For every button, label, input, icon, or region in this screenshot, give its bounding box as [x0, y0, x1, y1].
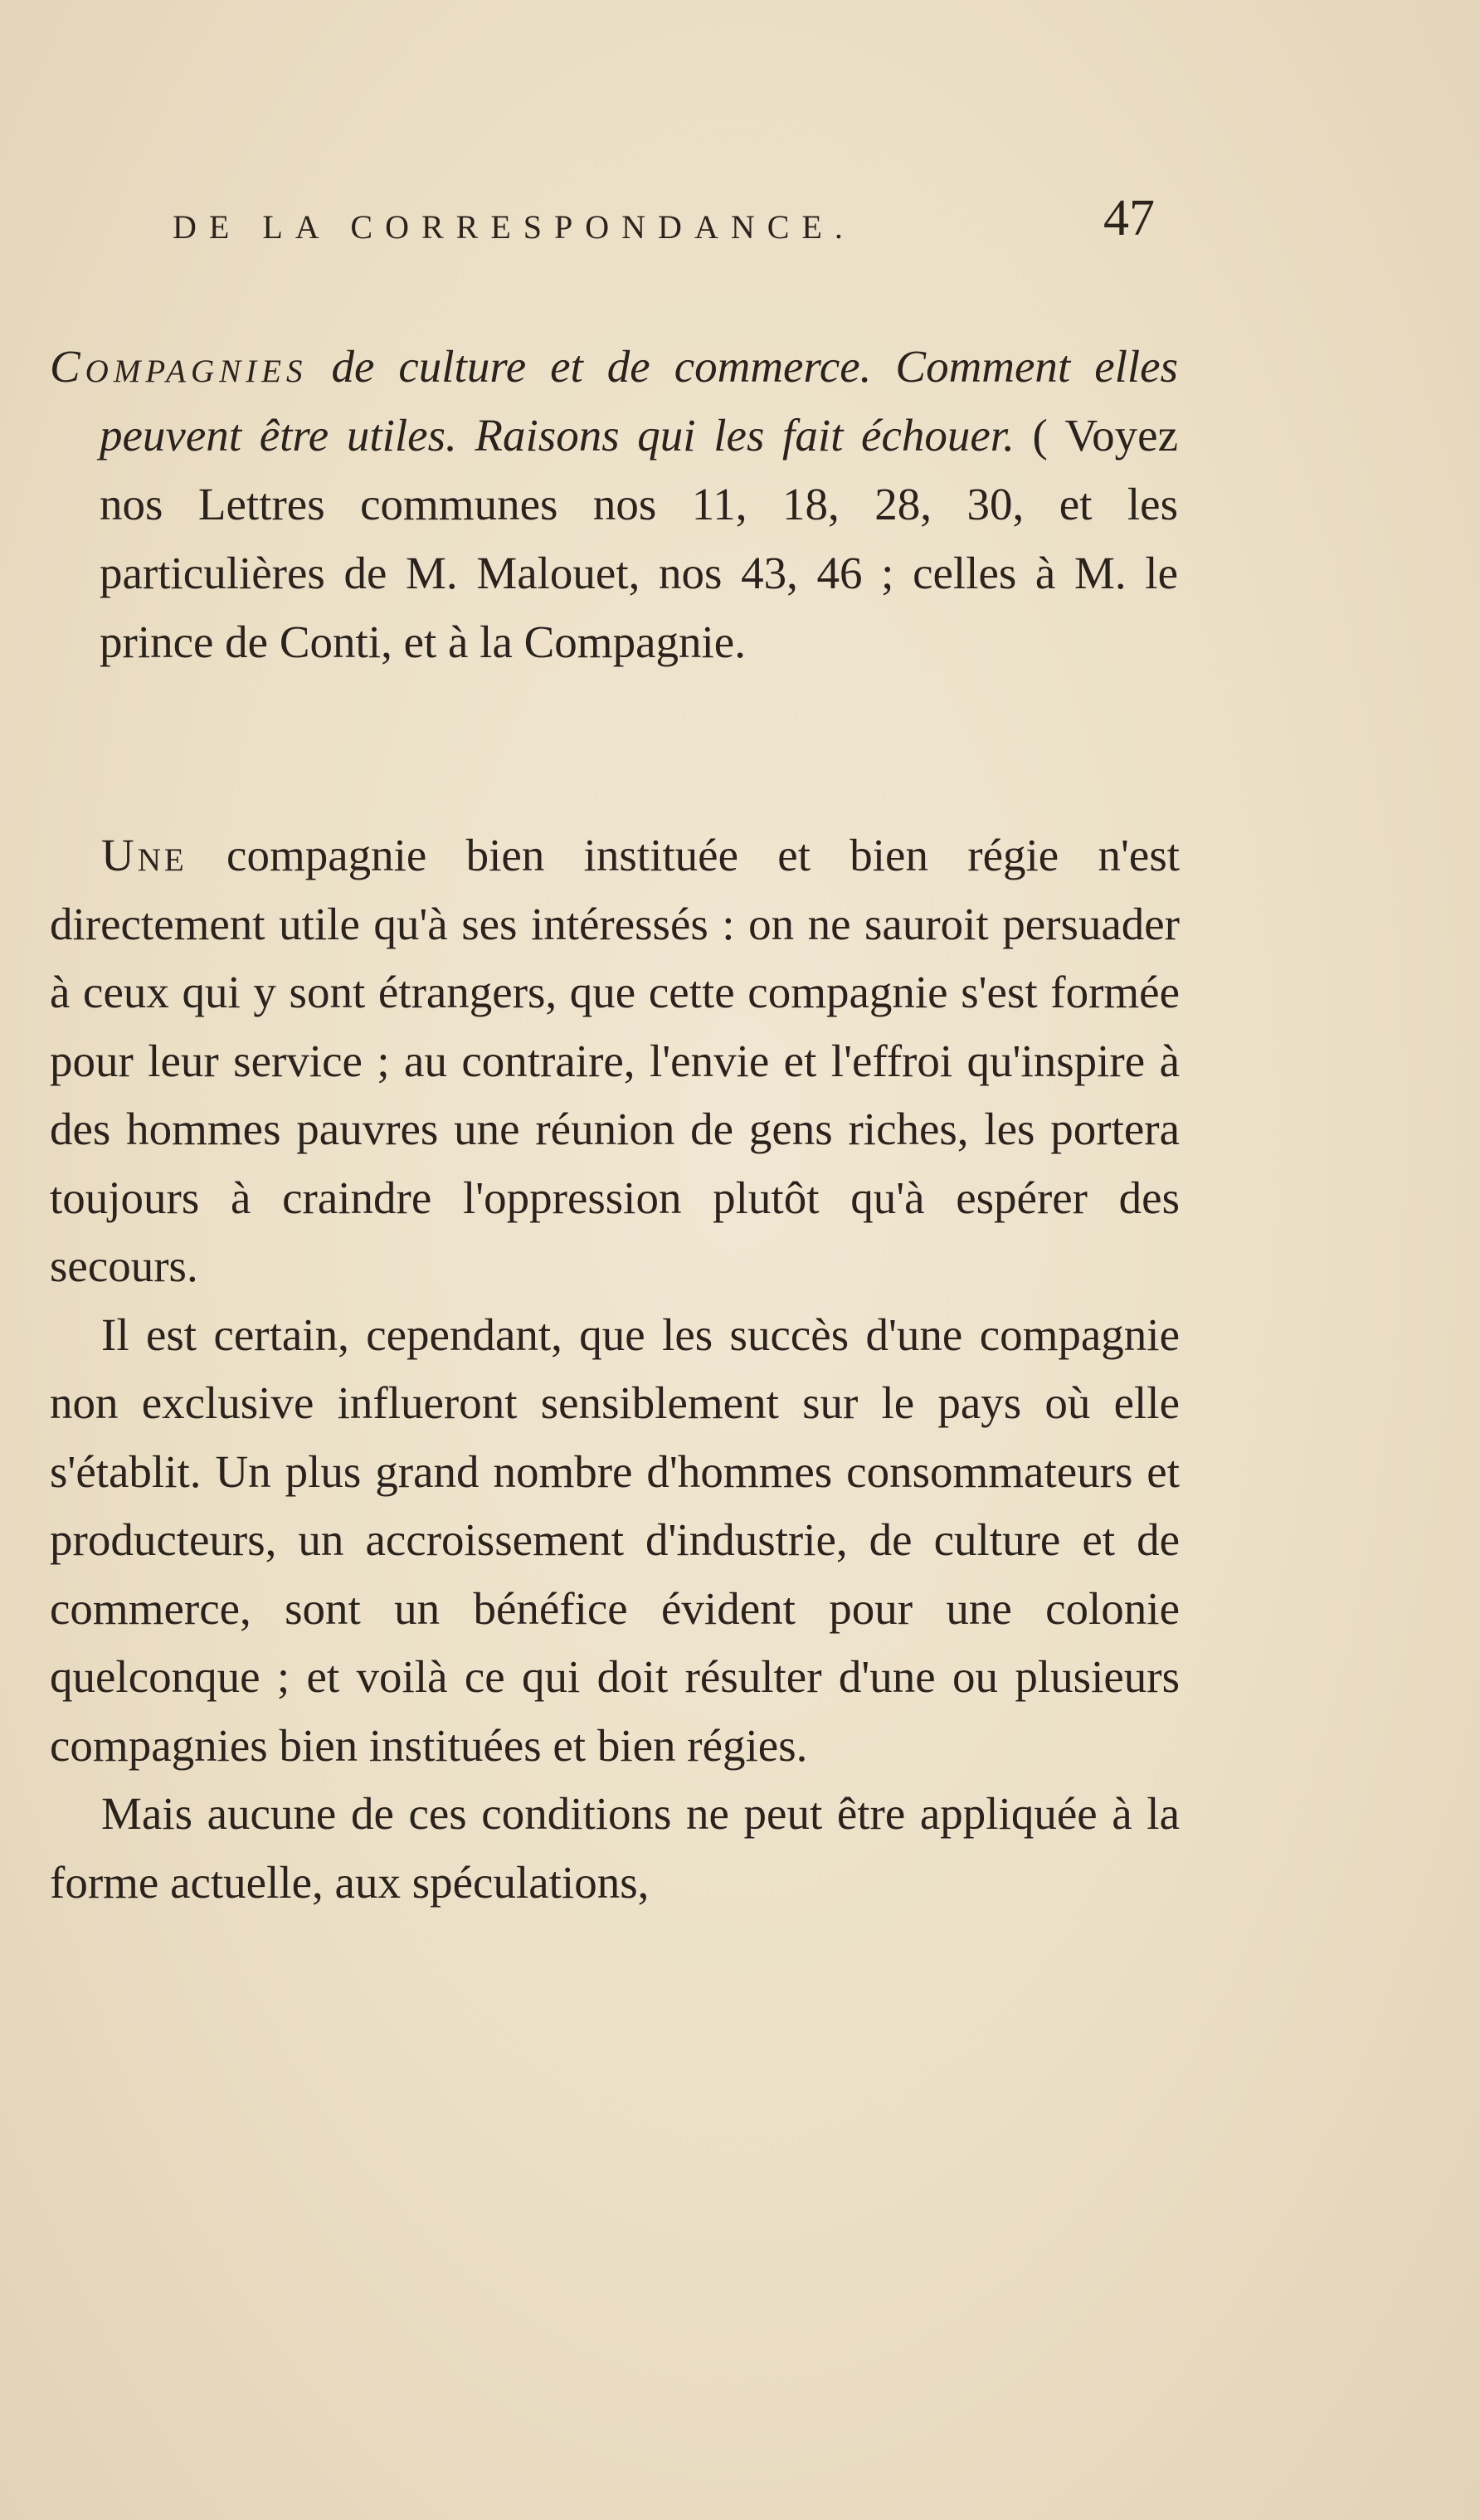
chapter-summary — [50, 332, 1178, 676]
paragraph-3: Mais aucune de ces conditions ne peut être appliquée à la forme actuelle, aux spéculations, — [50, 1788, 1180, 1908]
paragraph-1-text: compagnie bien instituée et bien régie n'est directement utile qu'à ses intéressés : on ne sauroit persuader à ceux qui y sont étrangers, que cette compagnie s'est formée pour leur service ; au contraire, l'envie et l'effroi qu'inspire à des hommes pauvres une réunion de gens riches, les portera toujours à craindre l'oppression plutôt qu'à espérer des secours. — [50, 830, 1181, 1291]
summary-paragraph — [50, 332, 1178, 676]
summary-italic-text: de culture et de commerce. Comment elles peuvent être utiles. Raisons qui les fait échouer. — [100, 341, 1178, 461]
paragraph-1 — [50, 821, 1180, 1301]
page-number: 47 — [1103, 190, 1155, 246]
page-header — [98, 189, 1176, 264]
summary-reference-text: ( Voyez nos Lettres communes nos 11, 18, 28, 30, et les particulières de M. Malouet, nos 43, 46 ; celles à M. le prince de Conti, et à la Compagnie. — [100, 410, 1179, 667]
paragraph-2: Il est certain, cependant, que les succès d'une compagnie non exclusive influeront sensiblement sur le pays où elle s'établit. Un plus grand nombre d'hommes consommateurs et producteurs, un accroissement d'industrie, de culture et de commerce, sont un bénéfice évident pour une colonie quelconque ; et voilà ce qui doit résulter d'une ou plusieurs compagnies bien instituées et bien régies. — [50, 1309, 1180, 1771]
body-text — [50, 821, 1180, 1917]
paragraph-1-lead-word: Une — [101, 830, 187, 880]
summary-lead-word: Compagnies — [50, 341, 308, 392]
running-title: DE LA CORRESPONDANCE. — [173, 208, 855, 246]
